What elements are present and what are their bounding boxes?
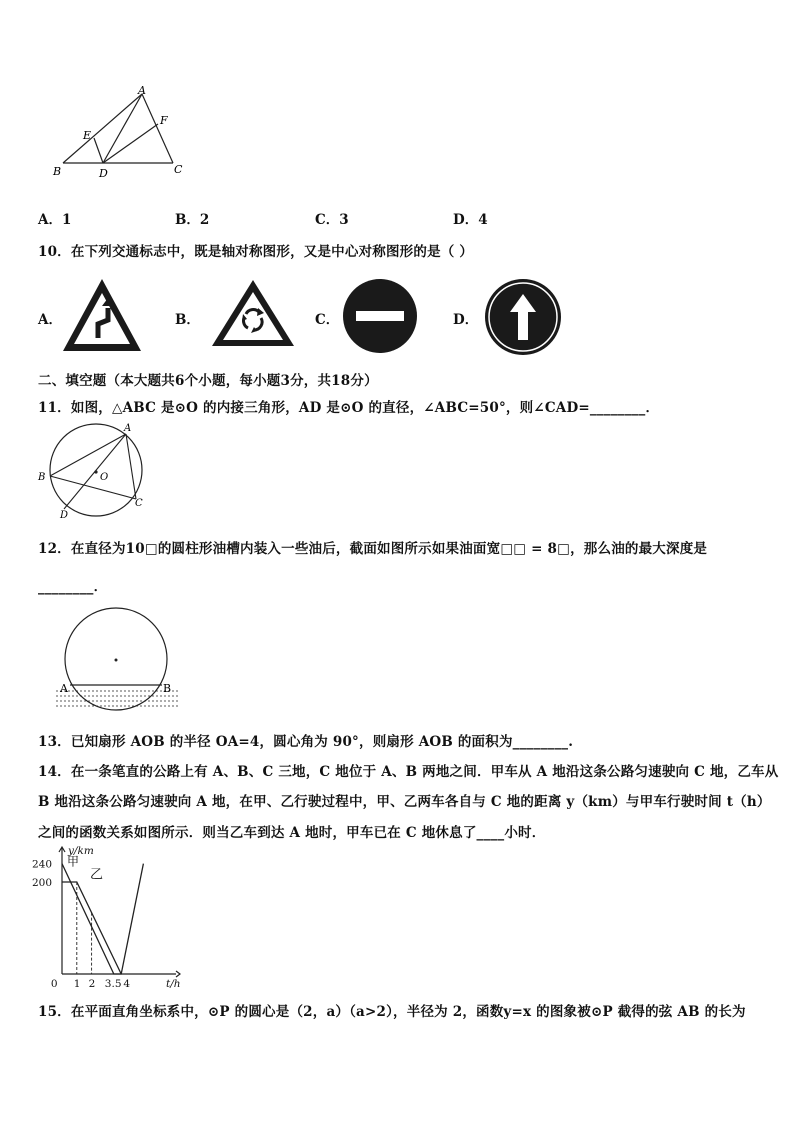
oil-tank-figure-q12 (56, 606, 180, 714)
y-tick-label: 200 (32, 877, 53, 889)
q14-text-line1: 14．在一条笔直的公路上有 A、B、C 三地，C 地位于 A、B 两地之间．甲车从 A 地沿这条公路匀速驶向 C 地，乙车从 (38, 764, 779, 780)
label-E: E (83, 129, 92, 142)
label-B: B (38, 472, 46, 483)
label-O: O (100, 472, 109, 483)
y-axis-label: y/km (68, 845, 94, 857)
q9-option-d[interactable]: D．4 (453, 212, 488, 228)
q10-option-b[interactable]: B． (175, 312, 200, 328)
no-entry-sign-icon (342, 278, 418, 354)
series-label: 甲 (67, 854, 80, 869)
q14-text-line2: B 地沿这条公路匀速驶向 A 地，在甲、乙行驶过程中，甲、乙两车各自与 C 地的距离 y（km）与甲车行驶时间 t（h） (38, 794, 771, 810)
label-A: A (138, 84, 146, 97)
q10-text: 10．在下列交通标志中，既是轴对称图形，又是中心对称图形的是（ ） (38, 244, 474, 260)
label-D: D (60, 510, 69, 521)
label-F: F (160, 114, 168, 127)
q13-text: 13．已知扇形 AOB 的半径 OA=4，圆心角为 90°，则扇形 AOB 的面积为________. (38, 734, 574, 750)
q9-option-c[interactable]: C．3 (315, 212, 349, 228)
q15-text: 15．在平面直角坐标系中，⊙P 的圆心是（2，a）（a>2），半径为 2，函数y=x 的图象被⊙P 截得的弦 AB 的长为 (38, 1004, 746, 1020)
x-axis-label: t/h (166, 978, 181, 990)
circle-figure-q11 (34, 420, 154, 522)
label-C: C (174, 163, 183, 176)
label-D: D (99, 167, 108, 180)
q11-text: 11．如图，△ABC 是⊙O 的内接三角形，AD 是⊙O 的直径，∠ABC=50°，则∠CAD=________． (38, 400, 660, 416)
q10-option-c[interactable]: C． (315, 312, 340, 328)
zigzag-warning-sign-icon (60, 276, 144, 354)
q10-option-d[interactable]: D． (453, 312, 479, 328)
q9-option-a[interactable]: A．1 (38, 212, 72, 228)
label-A: A (60, 682, 68, 695)
series-label: 乙 (90, 867, 104, 883)
distance-time-chart (30, 842, 230, 990)
y-tick-label: 240 (32, 858, 53, 871)
q10-option-a[interactable]: A． (38, 312, 62, 328)
label-C: C (135, 498, 143, 509)
x-tick-label: 2 (88, 978, 96, 990)
q14-text-line3: 之间的函数关系如图所示．则当乙车到达 A 地时，甲车已在 C 地休息了____小时． (38, 825, 546, 841)
q12-answer-blank[interactable]: ________． (38, 579, 108, 595)
roundabout-warning-sign-icon (210, 278, 296, 348)
label-A: A (124, 423, 132, 434)
x-tick-label: 4 (123, 978, 131, 990)
triangle-figure-q9 (48, 84, 198, 182)
label-B: B (163, 682, 172, 695)
q12-text: 12．在直径为10□的圆柱形油槽内装入一些油后，截面如图所示如果油面宽□□ = 8□，那么油的最大深度是 (38, 541, 708, 557)
label-B: B (53, 165, 62, 178)
section-2-heading: 二、填空题（本大题共6个小题，每小题3分，共18分） (38, 373, 378, 389)
x-tick-label: 1 (73, 978, 81, 990)
x-tick-label: 0 (50, 978, 58, 990)
x-tick-label: 3.5 (104, 978, 122, 990)
q9-option-b[interactable]: B．2 (175, 212, 210, 228)
straight-ahead-sign-icon (484, 278, 562, 356)
